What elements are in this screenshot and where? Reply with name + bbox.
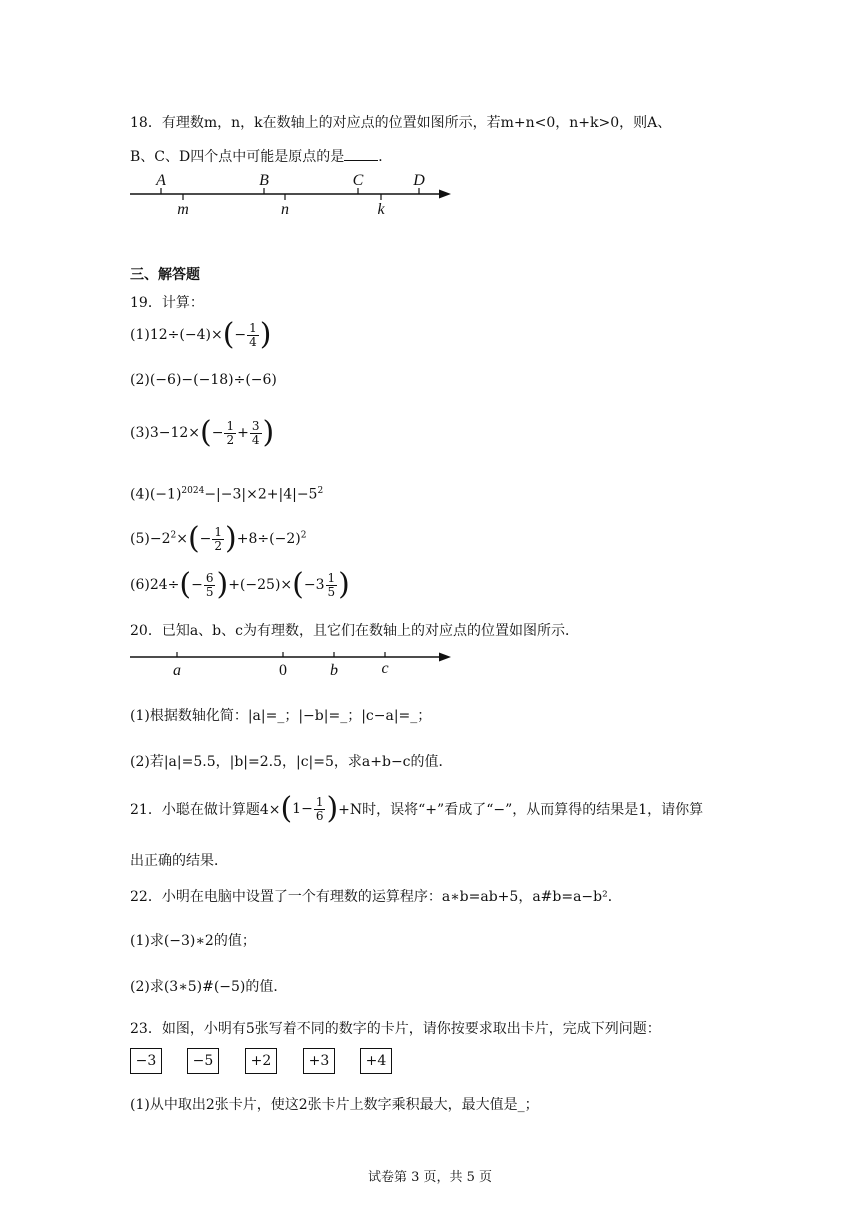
q22-part2: (2)求(3∗5)#(−5)的值． [130, 979, 288, 995]
q20-label-a: a [173, 662, 181, 679]
q18-line2 [130, 146, 392, 166]
q23-stem: 23．如图，小明有5张写着不同的数字的卡片，请你按要求取出卡片，完成下列问题： [130, 1021, 661, 1037]
q18-line2-text: B、C、D四个点中可能是原点的是 [130, 149, 345, 165]
q19-p5-fraction: $\frac{1}{2}$ [214, 524, 223, 553]
q19-p2-expr: (−6)−(−18)÷(−6) [149, 372, 277, 388]
q21-fraction: $\frac{1}{6}$ [315, 794, 324, 823]
q20-part1: (1)根据数轴化简：|a|=_；|−b|=_；|c−a|=_； [130, 708, 432, 724]
q20-label-c: c [381, 660, 389, 677]
q21-line1: 21．小聪在做计算题4×(1− $\frac{1}{6}$ )+N时，误将“+”看成了“−”，从而算得的结果是1，请你算 [130, 791, 704, 826]
q19-p3-prefix: (3) [130, 425, 150, 441]
q23-part1: (1)从中取出2张卡片，使这2张卡片上数字乘积最大，最大值是_； [130, 1097, 539, 1113]
q19-p3-fraction-b: $\frac{3}{4}$ [251, 418, 260, 447]
q18-label-m: m [177, 201, 189, 218]
q18-axis-arrow [439, 190, 451, 199]
q20-part2: (2)若|a|=5.5，|b|=2.5，|c|=5，求a+b−c的值． [130, 754, 453, 770]
q20-stem: 20．已知a、b、c为有理数，且它们在数轴上的对应点的位置如图所示． [130, 623, 579, 639]
q18-line2-end: ． [378, 149, 393, 165]
q20-number-line [125, 645, 460, 681]
q19-stem: 19．计算： [130, 295, 204, 311]
q22-part1: (1)求(−3)∗2的值； [130, 933, 256, 949]
q18-line1: 18．有理数m，n，k在数轴上的对应点的位置如图所示，若m+n<0，n+k>0，则A、 [130, 115, 672, 131]
card-3: +2 [245, 1048, 277, 1074]
q20-label-0: 0 [279, 662, 287, 679]
q18-label-A: A [156, 172, 166, 189]
q18-label-k: k [377, 201, 385, 218]
q19-p1-prefix: (1) [130, 327, 150, 343]
page-footer: 试卷第 3 页，共 5 页 [367, 1170, 493, 1185]
q19-part5: $(5)-2^2\times(-$ $\frac{1}{2}$ )$+8\div(-2)^2$ [130, 521, 307, 556]
q19-part2 [130, 372, 277, 388]
q20-axis-arrow [439, 653, 451, 662]
q19-p1-sign: − [234, 327, 247, 343]
q19-p1-fraction: $\frac{1}{4}$ [249, 320, 257, 349]
q18-number-line [125, 170, 460, 220]
q23-cards [130, 1048, 400, 1076]
card-5: +4 [360, 1048, 392, 1074]
q20-label-b: b [330, 662, 338, 679]
q19-part6: (6)24÷(− $\frac{6}{5}$ )+(−25)×(−3 $\frac{1}{5}$ ) [130, 567, 350, 602]
q18-label-B: B [259, 172, 269, 189]
q19-part4: $(4)(-1)^{2024}-|-3|\times 2+|4|-5^2$ [130, 486, 324, 503]
card-1: −3 [130, 1048, 162, 1074]
q19-p6-fraction: $\frac{6}{5}$ [205, 570, 214, 599]
q18-label-n: n [281, 201, 289, 218]
q21-line2: 出正确的结果． [130, 853, 228, 869]
q19-p6-mixed-fraction: $\frac{1}{5}$ [327, 570, 336, 599]
q18-label-C: C [352, 172, 364, 189]
q22-stem: 22．小明在电脑中设置了一个有理数的运算程序：a∗b=ab+5，a#b=a−b²． [130, 889, 622, 905]
card-4: +3 [303, 1048, 335, 1074]
section-title: 三、解答题 [130, 267, 200, 283]
q19-part1: (1)12÷(−4)×(− $\frac{1}{4}$ ) [130, 317, 272, 352]
q19-p1-expr: 12÷(−4)× [149, 327, 223, 343]
q18-label-D: D [413, 172, 425, 189]
q19-p3-fraction-a: $\frac{1}{2}$ [226, 418, 235, 447]
q19-p2-prefix: (2) [130, 372, 150, 388]
q19-p3-expr: 3−12× [149, 425, 201, 441]
q18-answer-blank [344, 146, 378, 161]
q19-part3: (3)3−12×(− $\frac{1}{2}$ + $\frac{3}{4}$ ) [130, 415, 275, 450]
card-2: −5 [187, 1048, 219, 1074]
